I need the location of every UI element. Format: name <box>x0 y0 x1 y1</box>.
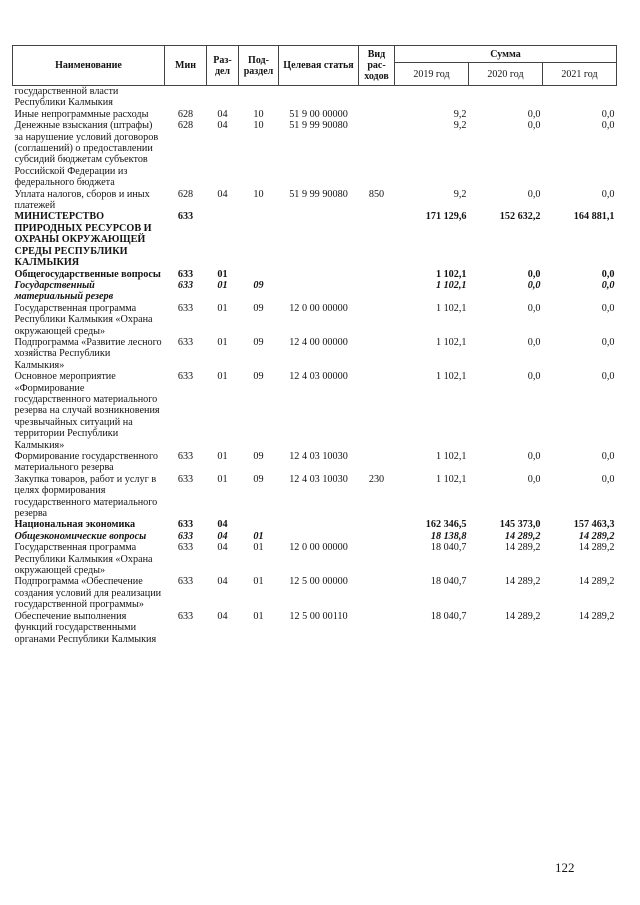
row-vid <box>359 86 395 109</box>
row-amount-2021: 157 463,3 <box>573 519 615 531</box>
row-amount-2019: 1 102,1 <box>435 371 467 383</box>
row-min: 633 <box>177 610 194 622</box>
row-min <box>165 86 207 109</box>
row-amount-2021 <box>543 86 617 109</box>
row-amount-2019: 1 102,1 <box>435 473 467 485</box>
row-razdel <box>207 86 239 109</box>
row-amount-2020: 0,0 <box>527 268 541 280</box>
header-celevaya: Целевая статья <box>279 46 359 86</box>
row-amount-2019: 171 129,6 <box>425 211 467 223</box>
row-min: 628 <box>177 188 194 200</box>
table-row <box>13 371 617 451</box>
row-amount-2019: 1 102,1 <box>435 336 467 348</box>
row-amount-2020: 152 632,2 <box>499 211 541 223</box>
row-celevaya: 51 9 00 00000 <box>289 108 348 120</box>
row-podrazdel: 09 <box>253 451 264 462</box>
row-podrazdel: 09 <box>253 302 264 314</box>
row-name: Основное мероприятие «Формирование государственного материального резерва на случай возникновения чрезвычайных ситуаций на территории Республики Калмыкия» <box>14 371 160 451</box>
row-amount-2020 <box>469 86 543 109</box>
row-amount-2020: 14 289,2 <box>504 610 541 622</box>
table-row <box>13 611 617 645</box>
row-name: Уплата налогов, сборов и иных платежей <box>14 188 150 212</box>
row-amount-2021: 14 289,2 <box>578 530 615 542</box>
row-name: Подпрограмма «Обеспечение создания условий для реализации государственной программы» <box>14 576 162 611</box>
row-min: 628 <box>177 120 194 132</box>
row-vid <box>359 109 395 120</box>
row-podrazdel: 01 <box>253 576 264 588</box>
table-row <box>13 120 617 188</box>
row-vid <box>359 280 395 303</box>
row-amount-2019: 1 102,1 <box>435 451 467 462</box>
row-amount-2019: 18 040,7 <box>430 610 467 622</box>
row-celevaya: 12 0 00 00000 <box>289 302 348 314</box>
header-year-2020: 2020 год <box>469 63 543 86</box>
row-razdel: 04 <box>217 519 228 531</box>
budget-table <box>12 45 617 645</box>
row-amount-2020: 14 289,2 <box>504 576 541 588</box>
row-amount-2020: 0,0 <box>527 120 541 132</box>
table-row <box>13 303 617 337</box>
row-amount-2021: 0,0 <box>601 188 615 200</box>
row-min: 633 <box>177 473 194 485</box>
row-amount-2020: 0,0 <box>527 302 541 314</box>
row-razdel: 04 <box>217 530 228 542</box>
row-vid <box>359 337 395 371</box>
row-amount-2021: 0,0 <box>601 473 615 485</box>
row-vid <box>359 531 395 542</box>
row-podrazdel: 01 <box>253 542 264 554</box>
table-header <box>13 46 617 86</box>
row-name: Общеэкономические вопросы <box>14 530 147 542</box>
row-name: Формирование государственного материального резерва <box>14 451 159 474</box>
row-name: Государственная программа Республики Калмыкия «Охрана окружающей среды» <box>14 302 153 337</box>
row-celevaya: 12 5 00 00000 <box>289 576 348 588</box>
header-summa: Сумма <box>395 46 617 63</box>
row-amount-2021: 0,0 <box>601 451 615 462</box>
row-amount-2019: 9,2 <box>453 108 467 120</box>
row-min: 633 <box>177 371 194 383</box>
row-vid <box>359 451 395 474</box>
row-amount-2019: 9,2 <box>453 188 467 200</box>
row-name: Обеспечение выполнения функций государственными органами Республики Калмыкия <box>14 610 157 645</box>
row-min: 633 <box>177 519 194 531</box>
row-celevaya: 12 5 00 00110 <box>289 610 348 622</box>
row-podrazdel: 01 <box>253 530 264 542</box>
header-year-2019: 2019 год <box>395 63 469 86</box>
row-podrazdel: 09 <box>253 473 264 485</box>
row-razdel: 01 <box>217 371 228 383</box>
row-amount-2021: 164 881,1 <box>573 211 615 223</box>
row-amount-2020: 0,0 <box>527 108 541 120</box>
row-amount-2019: 1 102,1 <box>435 268 467 280</box>
row-name: Подпрограмма «Развитие лесного хозяйства Республики Калмыкия» <box>14 336 162 371</box>
row-min: 633 <box>177 542 194 554</box>
row-name: Денежные взыскания (штрафы) за нарушение условий договоров (соглашений) о предоставлении субсидий бюджетам субъектов Российской Федерации из федерального бюджета <box>14 120 159 189</box>
row-amount-2020: 0,0 <box>527 188 541 200</box>
row-amount-2020: 14 289,2 <box>504 530 541 542</box>
row-amount-2019: 1 102,1 <box>435 279 467 291</box>
row-vid <box>359 611 395 645</box>
table-row <box>13 86 617 109</box>
row-min: 633 <box>177 302 194 314</box>
header-razdel: Раз-дел <box>207 46 239 86</box>
row-celevaya <box>279 269 359 280</box>
row-min: 633 <box>177 451 194 462</box>
row-amount-2021: 0,0 <box>601 336 615 348</box>
row-vid <box>359 519 395 530</box>
row-celevaya: 51 9 99 90080 <box>289 188 348 200</box>
row-min: 633 <box>177 576 194 588</box>
page-number: 122 <box>555 860 575 875</box>
row-vid <box>359 211 395 268</box>
row-amount-2021: 0,0 <box>601 108 615 120</box>
row-name: государственной власти Республики Калмыкия <box>14 86 119 109</box>
row-amount-2021: 14 289,2 <box>578 542 615 554</box>
row-vid: 230 <box>368 473 385 485</box>
row-amount-2020: 0,0 <box>527 451 541 462</box>
table-body <box>13 86 617 645</box>
row-razdel: 01 <box>217 451 228 462</box>
row-name: Государственный материальный резерв <box>14 279 114 303</box>
row-podrazdel <box>239 211 279 268</box>
row-razdel: 04 <box>217 188 228 200</box>
row-vid <box>359 120 395 188</box>
row-amount-2019: 162 346,5 <box>425 519 467 531</box>
row-podrazdel: 09 <box>253 371 264 383</box>
row-min: 633 <box>177 279 194 291</box>
row-podrazdel <box>239 86 279 109</box>
row-celevaya: 12 0 00 00000 <box>289 542 348 554</box>
row-celevaya <box>279 280 359 303</box>
row-podrazdel: 09 <box>253 336 264 348</box>
row-amount-2021: 14 289,2 <box>578 576 615 588</box>
row-amount-2021: 0,0 <box>601 302 615 314</box>
row-celevaya: 12 4 03 10030 <box>289 473 348 485</box>
row-name: МИНИСТЕРСТВО ПРИРОДНЫХ РЕСУРСОВ И ОХРАНЫ ОКРУЖАЮЩЕЙ СРЕДЫ РЕСПУБЛИКИ КАЛМЫКИЯ <box>14 211 152 269</box>
row-amount-2020: 0,0 <box>527 371 541 383</box>
row-celevaya: 12 4 00 00000 <box>289 336 348 348</box>
row-amount-2020: 0,0 <box>527 336 541 348</box>
row-amount-2019 <box>395 86 469 109</box>
row-razdel: 04 <box>217 120 228 132</box>
header-podrazdel: Под-раздел <box>239 46 279 86</box>
table-row <box>13 519 617 530</box>
row-celevaya <box>279 211 359 268</box>
row-celevaya <box>279 86 359 109</box>
header-vid: Вид рас-ходов <box>359 46 395 86</box>
header-name: Наименование <box>13 46 165 86</box>
header-year-2021: 2021 год <box>543 63 617 86</box>
row-amount-2019: 1 102,1 <box>435 302 467 314</box>
row-amount-2020: 14 289,2 <box>504 542 541 554</box>
row-name: Общегосударственные вопросы <box>14 268 161 280</box>
row-podrazdel <box>239 269 279 280</box>
row-vid: 850 <box>368 188 385 200</box>
row-razdel: 04 <box>217 610 228 622</box>
row-razdel: 01 <box>217 279 228 291</box>
row-celevaya <box>279 531 359 542</box>
row-min: 633 <box>177 530 194 542</box>
row-celevaya: 51 9 99 90080 <box>289 120 348 132</box>
row-amount-2021: 14 289,2 <box>578 610 615 622</box>
row-amount-2019: 18 040,7 <box>430 542 467 554</box>
table-row <box>13 474 617 520</box>
row-amount-2021: 0,0 <box>601 268 615 280</box>
row-celevaya: 12 4 03 00000 <box>289 371 348 383</box>
row-podrazdel: 10 <box>253 188 264 200</box>
row-razdel: 01 <box>217 302 228 314</box>
row-podrazdel: 09 <box>253 279 264 291</box>
row-razdel <box>207 211 239 268</box>
row-min: 628 <box>177 108 194 120</box>
row-razdel: 01 <box>217 336 228 348</box>
row-celevaya: 12 4 03 10030 <box>289 451 348 462</box>
row-name: Иные непрограммные расходы <box>14 108 149 120</box>
table-row <box>13 531 617 542</box>
row-podrazdel: 01 <box>253 610 264 622</box>
row-amount-2021: 0,0 <box>601 120 615 132</box>
row-min: 633 <box>177 268 194 280</box>
row-razdel: 04 <box>217 108 228 120</box>
row-celevaya <box>279 519 359 530</box>
row-name: Закупка товаров, работ и услуг в целях формирования государственного материального резерва <box>14 473 158 520</box>
row-amount-2021: 0,0 <box>601 279 615 291</box>
row-vid <box>359 269 395 280</box>
row-amount-2020: 145 373,0 <box>499 519 541 531</box>
row-amount-2020: 0,0 <box>527 279 541 291</box>
row-vid <box>359 303 395 337</box>
row-razdel: 04 <box>217 542 228 554</box>
header-min: Мин <box>165 46 207 86</box>
document-page <box>12 45 616 645</box>
row-min: 633 <box>177 336 194 348</box>
row-name: Государственная программа Республики Калмыкия «Охрана окружающей среды» <box>14 542 153 577</box>
row-amount-2019: 18 040,7 <box>430 576 467 588</box>
row-podrazdel: 10 <box>253 120 264 132</box>
row-amount-2021: 0,0 <box>601 371 615 383</box>
row-razdel: 01 <box>217 268 228 280</box>
row-razdel: 01 <box>217 473 228 485</box>
row-podrazdel <box>239 519 279 530</box>
row-min: 633 <box>177 211 194 223</box>
row-podrazdel: 10 <box>253 108 264 120</box>
table-row <box>13 109 617 120</box>
row-vid <box>359 576 395 610</box>
row-amount-2020: 0,0 <box>527 473 541 485</box>
row-razdel: 04 <box>217 576 228 588</box>
table-row <box>13 211 617 268</box>
table-row <box>13 337 617 371</box>
table-row <box>13 280 617 303</box>
row-vid <box>359 542 395 576</box>
row-vid <box>359 371 395 451</box>
table-row <box>13 542 617 576</box>
row-amount-2019: 18 138,8 <box>430 530 467 542</box>
table-row <box>13 189 617 212</box>
row-amount-2019: 9,2 <box>453 120 467 132</box>
table-row <box>13 451 617 474</box>
table-row <box>13 269 617 280</box>
table-row <box>13 576 617 610</box>
row-name: Национальная экономика <box>14 519 136 531</box>
